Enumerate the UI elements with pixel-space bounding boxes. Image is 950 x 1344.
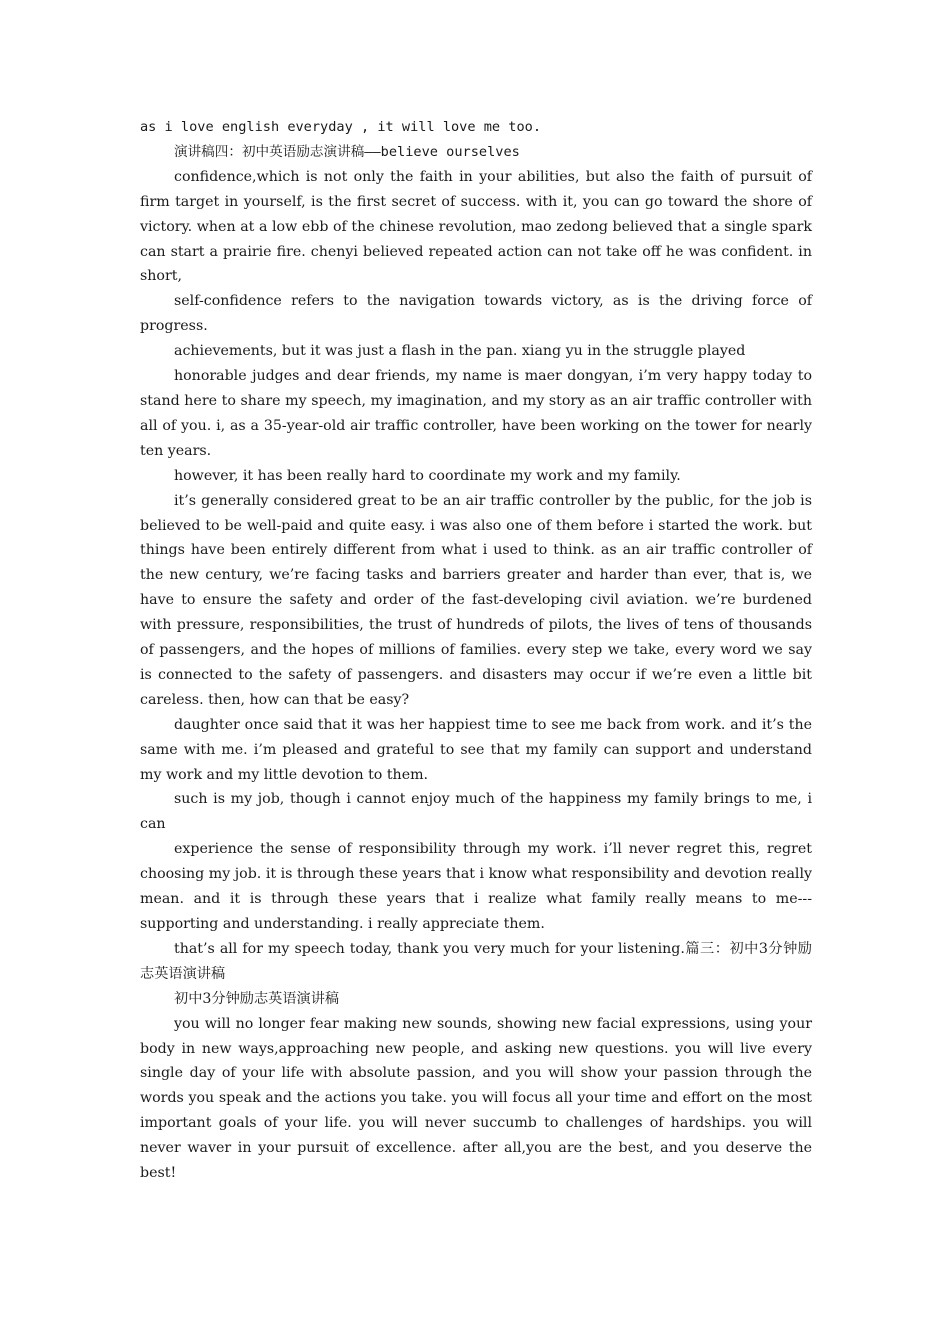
paragraph-daughter: daughter once said that it was her happiest time to see me back from work. and it’s the same with me. i’m pleased and grateful to see that my family can support and understand my work and my little devotion to them. xyxy=(140,716,812,783)
paragraph-closing-line: as i love english everyday , it will love me too. xyxy=(140,119,542,135)
paragraph-achievements: achievements, but it was just a flash in the pan. xiang yu in the struggle played xyxy=(174,343,746,360)
paragraph-speech-four-title: 演讲稿四：初中英语励志演讲稿——believe ourselves xyxy=(174,143,520,160)
paragraph-such-is-my-job: such is my job, though i cannot enjoy much of the happiness my family brings to me, i can xyxy=(140,791,812,833)
paragraph-responsibility: experience the sense of responsibility through my work. i’ll never regret this, regret choosing my job. it is through these years that i know what responsibility and devotion really mean. and it is through these years that i realize what family really means to me---supporting and understanding. i really appreciate them. xyxy=(140,841,812,932)
paragraph-greeting: honorable judges and dear friends, my name is maer dongyan, i’m very happy today to stand here to share my speech, my imagination, and my story as an air traffic controller with all of you. i, as a 35-year-old air traffic controller, have been working on the tower for nearly ten years. xyxy=(140,368,812,459)
paragraph-coordinate: however, it has been really hard to coordinate my work and my family. xyxy=(174,467,681,484)
paragraph-speech-three-title: 初中3分钟励志英语演讲稿 xyxy=(174,990,340,1007)
paragraph-thanks: that’s all for my speech today, thank you very much for your listening.篇三：初中3分钟励志英语演讲稿 xyxy=(140,940,812,982)
paragraph-air-traffic: it’s generally considered great to be an air traffic controller by the public, for the job is believed to be well-paid and quite easy. i was also one of them before i started the work. but things have been entirely different from what i used to think. as an air traffic controller of the new century, we’re facing tasks and barriers greater and harder than ever, that is, we have to ensure the safety and order of the fast-developing civil aviation. we’re burdened with pressure, responsibilities, the trust of hundreds of pilots, the lives of tens of thousands of passengers, and the hopes of millions of families. every step we take, every word we say is connected to the safety of passengers. and disasters may occur if we’re even a little bit careless. then, how can that be easy? xyxy=(140,492,812,708)
document-body xyxy=(140,115,812,1186)
paragraph-passion: you will no longer fear making new sounds, showing new facial expressions, using your body in new ways,approaching new people, and asking new questions. you will live every single day of your life with absolute passion, and you will show your passion through the words you speak and the actions you take. you will focus all your time and effort on the most important goals of your life. you will never succumb to challenges of hardships. you will never waver in your pursuit of excellence. after all,you are the best, and you deserve the best! xyxy=(140,1015,812,1182)
paragraph-self-confidence: self-confidence refers to the navigation towards victory, as is the driving force of progress. xyxy=(140,293,812,335)
paragraph-confidence: confidence,which is not only the faith in your abilities, but also the faith of pursuit of firm target in yourself, is the first secret of success. with it, you can go toward the shore of victory. when at a low ebb of the chinese revolution, mao zedong believed that a single spark can start a prairie fire. chenyi believed repeated action can not take off he was confident. in short, xyxy=(140,168,812,285)
